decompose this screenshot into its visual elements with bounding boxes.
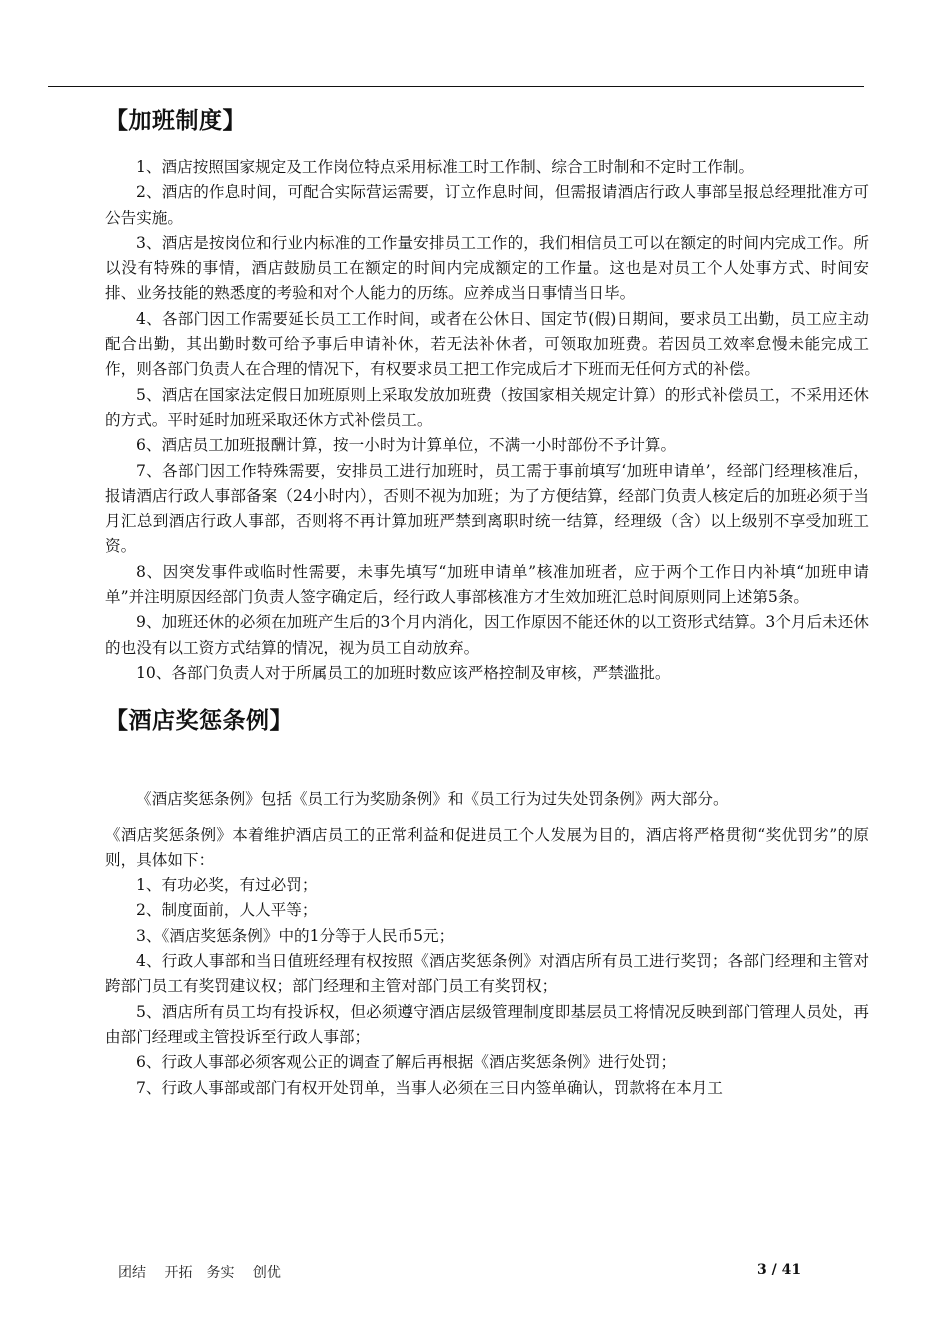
footer-motto: 团结 开拓 务实 创优: [118, 1265, 281, 1281]
section-title-rewards-penalties: 【酒店奖惩条例】: [105, 708, 293, 735]
overtime-rule-6: 6、酒店员工加班报酬计算，按一小时为计算单位，不满一小时部份不予计算。: [136, 436, 677, 455]
overtime-rule-10: 10、各部门负责人对于所属员工的加班时数应该严格控制及审核，严禁滥批。: [136, 663, 671, 682]
overtime-rule-3: 3、酒店是按岗位和行业内标准的工作量安排员工工作的，我们相信员工可以在额定的时间内完成工作。所以没有特殊的事情，酒店鼓励员工在额定的时间内完成额定的工作量。这也是对员工个人处事方式、时间安排、业务技能的熟悉度的考验和对个人能力的历练。应养成当日事情当日毕。: [105, 233, 869, 303]
overtime-rule-1: 1、酒店按照国家规定及工作岗位特点采用标准工时工作制、综合工时制和不定时工作制。: [136, 158, 755, 176]
rewards-item-6: 6、行政人事部必须客观公正的调查了解后再根据《酒店奖惩条例》进行处罚；: [136, 1053, 677, 1072]
rewards-item-2: 2、制度面前，人人平等；: [136, 901, 318, 920]
overtime-rule-4: 4、各部门因工作需要延长员工工作时间，或者在公休日、国定节(假)日期间，要求员工出勤，员工应主动配合出勤，其出勤时数可给予事后申请补休，若无法补休者，可领取加班费。若因员工效率怠慢未能完成工作，则各部门负责人在合理的情况下，有权要求员工把工作完成后才下班而无任何方式的补偿。: [105, 309, 869, 379]
overtime-rules: [105, 155, 869, 686]
rewards-item-1: 1、有功必奖，有过必罚；: [136, 876, 318, 895]
overtime-rule-9: 9、加班还休的必须在加班产生后的3个月内消化，因工作原因不能还休的以工资形式结算。3个月后未还休的也没有以工资方式结算的情况，视为员工自动放弃。: [105, 613, 869, 657]
rewards-item-4: 4、行政人事部和当日值班经理有权按照《酒店奖惩条例》对酒店所有员工进行奖罚；各部门经理和主管对跨部门员工有奖罚建议权；部门经理和主管对部门员工有奖罚权；: [105, 952, 869, 996]
rewards-item-7: 7、行政人事部或部门有权开处罚单，当事人必须在三日内签单确认，罚款将在本月工: [136, 1078, 723, 1097]
rewards-intro: 《酒店奖惩条例》包括《员工行为奖励条例》和《员工行为过失处罚条例》两大部分。: [136, 790, 729, 809]
rewards-penalties-rules: [105, 787, 869, 1101]
overtime-rule-2: 2、酒店的作息时间，可配合实际营运需要，订立作息时间，但需报请酒店行政人事部呈报总经理批准方可公告实施。: [105, 183, 869, 227]
page-number: 3 / 41: [757, 1262, 802, 1278]
document-body: [105, 100, 869, 1101]
section-title-overtime: 【加班制度】: [105, 108, 246, 134]
rewards-item-3: 3、《酒店奖惩条例》中的1分等于人民币5元；: [136, 926, 455, 945]
rewards-lead: 《酒店奖惩条例》本着维护酒店员工的正常利益和促进员工个人发展为目的，酒店将严格贯彻“奖优罚劣”的原则，具体如下：: [105, 825, 869, 869]
overtime-rule-5: 5、酒店在国家法定假日加班原则上采取发放加班费（按国家相关规定计算）的形式补偿员工，不采用还休的方式。平时延时加班采取还休方式补偿员工。: [105, 385, 869, 429]
header-rule: [48, 86, 864, 87]
rewards-item-5: 5、酒店所有员工均有投诉权，但必须遵守酒店层级管理制度即基层员工将情况反映到部门管理人员处，再由部门经理或主管投诉至行政人事部；: [105, 1002, 869, 1046]
overtime-rule-7: 7、各部门因工作特殊需要，安排员工进行加班时，员工需于事前填写‘加班申请单’，经部门经理核准后，报请酒店行政人事部备案（24小时内），否则不视为加班；为了方便结算，经部门负责人核定后的加班必须于当月汇总到酒店行政人事部，否则将不再计算加班严禁到离职时统一结算，经理级（含）以上级别不享受加班工资。: [105, 461, 869, 556]
overtime-rule-8: 8、因突发事件或临时性需要，未事先填写“加班申请单”核准加班者，应于两个工作日内补填“加班申请单”并注明原因经部门负责人签字确定后，经行政人事部核准方才生效加班汇总时间原则同上述第5条。: [105, 562, 869, 607]
